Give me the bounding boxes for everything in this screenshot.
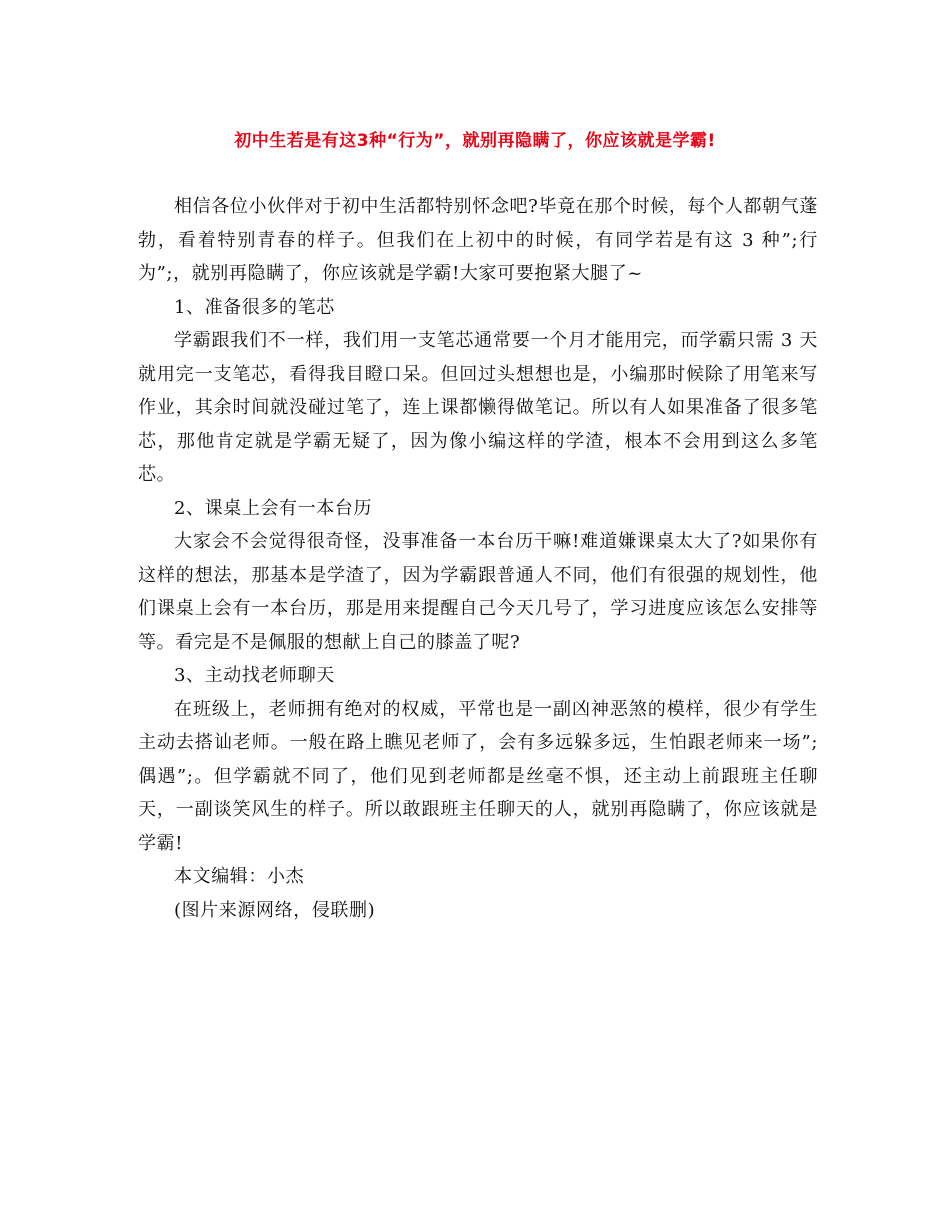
section-paragraph-1: 学霸跟我们不一样，我们用一支笔芯通常要一个月才能用完，而学霸只需 3 天就用完一支笔芯，看得我目瞪口呆。但回过头想想也是，小编那时候除了用笔来写作业，其余时间就没碰过笔了，连上课都懒得做笔记。所以有人如果准备了很多笔芯，那他肯定就是学霸无疑了，因为像小编这样的学渣，根本不会用到这么多笔芯。 — [138, 330, 818, 485]
article-body — [138, 190, 818, 927]
section-paragraph-2: 大家会不会觉得很奇怪，没事准备一本台历干嘛!难道嫌课桌太大了?如果你有这样的想法，那基本是学渣了，因为学霸跟普通人不同，他们有很强的规划性，他们课桌上会有一本台历，那是用来提醒自己今天几号了，学习进度应该怎么安排等等。看完是不是佩服的想献上自己的膝盖了呢? — [138, 531, 818, 653]
article-title: 初中生若是有这3种“行为”，就别再隐瞒了，你应该就是学霸! — [234, 131, 716, 151]
editor-credit: 本文编辑：小杰 — [174, 866, 305, 887]
section-paragraph-3: 在班级上，老师拥有绝对的权威，平常也是一副凶神恶煞的模样，很少有学生主动去搭讪老师。一般在路上瞧见老师了，会有多远躲多远，生怕跟老师来一场”;偶遇”;。但学霸就不同了，他们见到老师都是丝毫不惧，还主动上前跟班主任聊天，一副谈笑风生的样子。所以敢跟班主任聊天的人，就别再隐瞒了，你应该就是学霸! — [138, 698, 818, 854]
intro-paragraph: 相信各位小伙伴对于初中生活都特别怀念吧?毕竟在那个时候，每个人都朝气蓬勃，看着特别青春的样子。但我们在上初中的时候，有同学若是有这 3 种”;行为”;，就别再隐瞒了，你应该就是学霸!大家可要抱紧大腿了~ — [138, 196, 818, 284]
section-heading-3: 3、主动找老师聊天 — [174, 665, 335, 686]
section-heading-2: 2、课桌上会有一本台历 — [174, 497, 373, 519]
section-heading-1: 1、准备很多的笔芯 — [174, 296, 335, 318]
image-source-note: (图片来源网络，侵联删) — [174, 899, 376, 921]
